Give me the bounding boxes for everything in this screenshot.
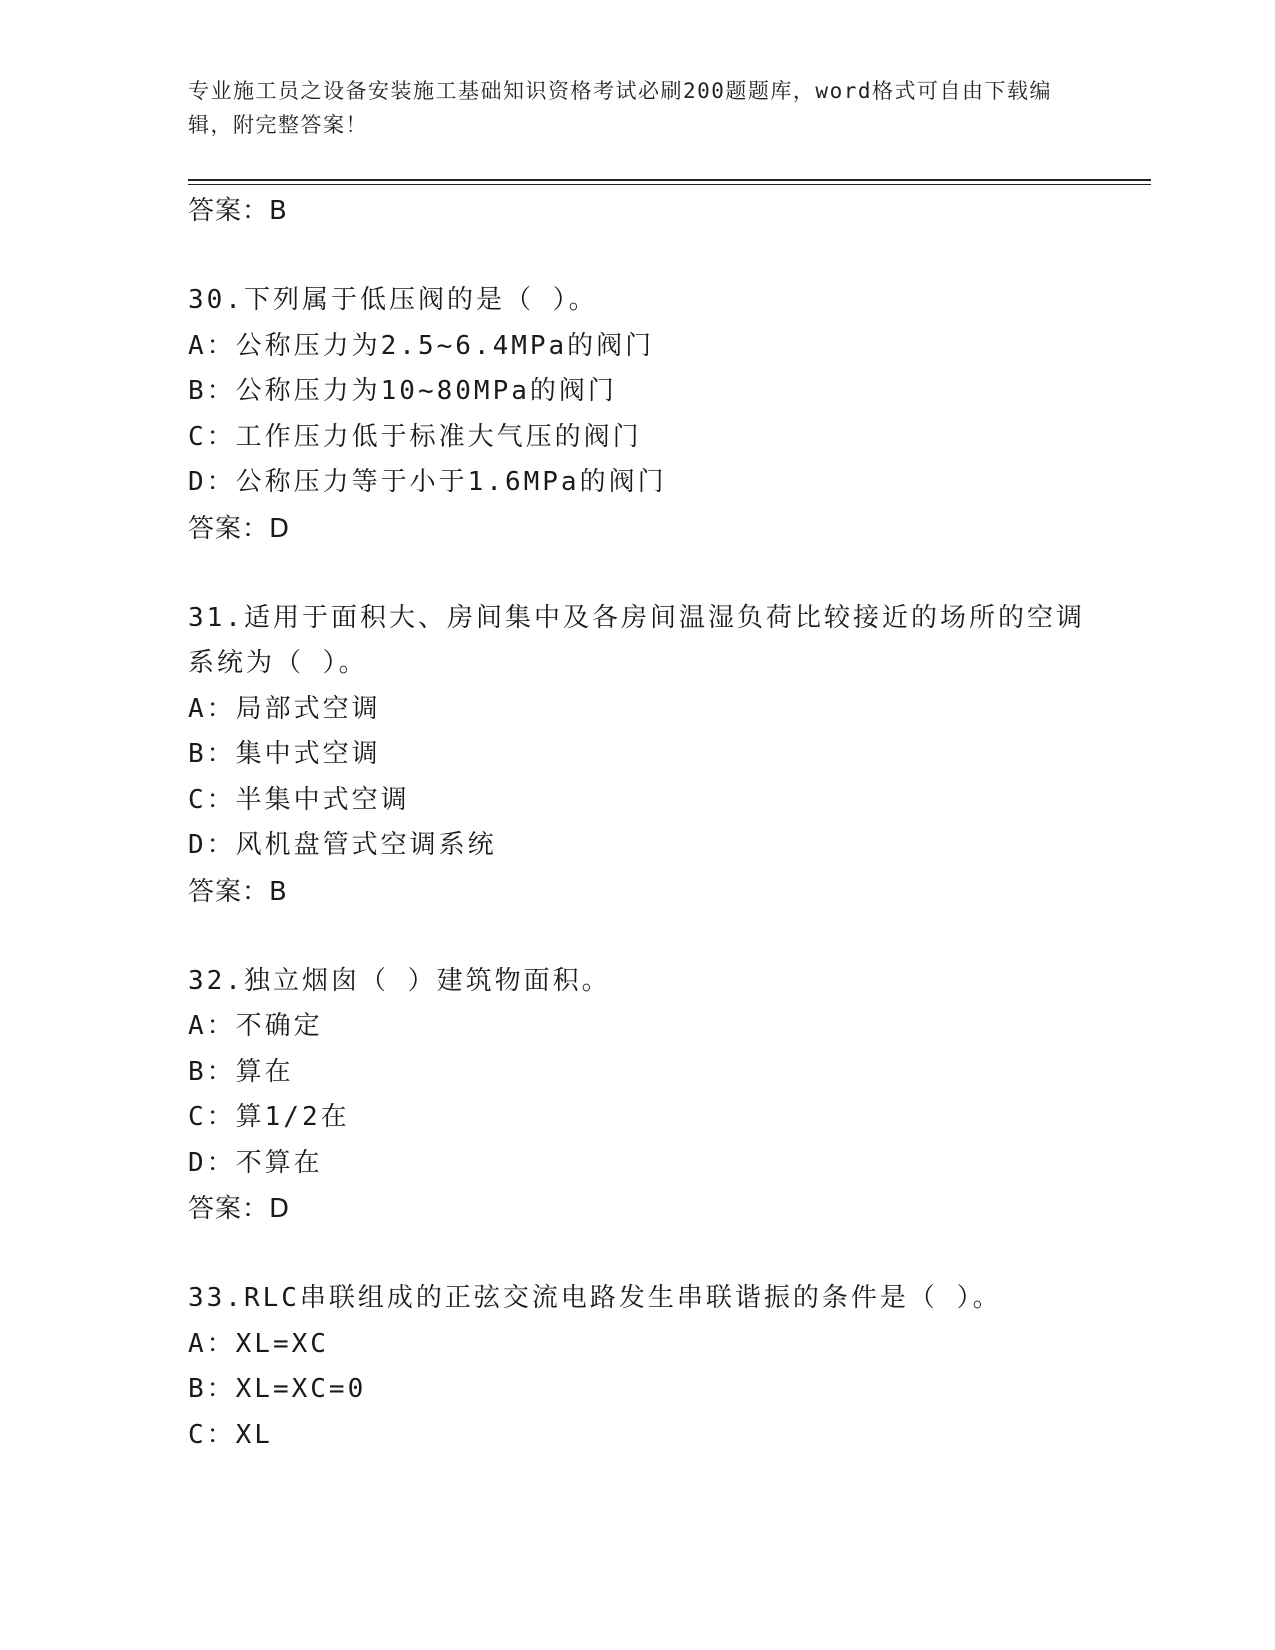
header-rule-thick xyxy=(188,179,1151,181)
option-c: C：XL xyxy=(188,1419,273,1450)
spacer xyxy=(188,234,1148,278)
answer-line: 答案：B xyxy=(188,876,288,907)
spacer xyxy=(188,1232,1148,1276)
question-block xyxy=(188,278,1148,552)
spacer xyxy=(188,915,1148,959)
option-c: C：半集中式空调 xyxy=(188,784,410,815)
spacer xyxy=(188,552,1148,596)
option-c: C：工作压力低于标准大气压的阀门 xyxy=(188,421,642,452)
option-c: C：算1/2在 xyxy=(188,1102,350,1132)
option-b: B：公称压力为10~80MPa的阀门 xyxy=(188,376,617,406)
document-header: 专业施工员之设备安装施工基础知识资格考试必刷200题题库，word格式可自由下载编辑，附完整答案！ xyxy=(188,79,1052,137)
question-text: 30.下列属于低压阀的是（ ）。 xyxy=(188,285,598,315)
option-a: A：公称压力为2.5~6.4MPa的阀门 xyxy=(188,330,655,361)
question-text: 33.RLC串联组成的正弦交流电路发生串联谐振的条件是（ ）。 xyxy=(188,1283,1002,1313)
question-block xyxy=(188,596,1148,915)
option-a: A：不确定 xyxy=(188,1011,323,1041)
option-b: B：算在 xyxy=(188,1056,294,1087)
answer-line: 答案：B xyxy=(188,196,288,226)
option-b: B：XL=XC=0 xyxy=(188,1374,367,1404)
answer-line: 答案：D xyxy=(188,1194,291,1224)
question-list xyxy=(188,188,1148,1458)
option-b: B：集中式空调 xyxy=(188,739,381,769)
question-text: 31.适用于面积大、房间集中及各房间温湿负荷比较接近的场所的空调系统为（ ）。 xyxy=(188,602,1085,678)
option-a: A：XL=XC xyxy=(188,1328,329,1359)
option-a: A：局部式空调 xyxy=(188,693,381,724)
option-d: D：不算在 xyxy=(188,1147,323,1178)
question-text: 32.独立烟囱（ ）建筑物面积。 xyxy=(188,965,611,996)
answer-line: 答案：D xyxy=(188,513,291,544)
question-block xyxy=(188,1276,1148,1458)
option-d: D：公称压力等于小于1.6MPa的阀门 xyxy=(188,467,667,497)
question-block xyxy=(188,959,1148,1233)
option-d: D：风机盘管式空调系统 xyxy=(188,830,497,860)
header-rule-thin xyxy=(188,184,1151,185)
